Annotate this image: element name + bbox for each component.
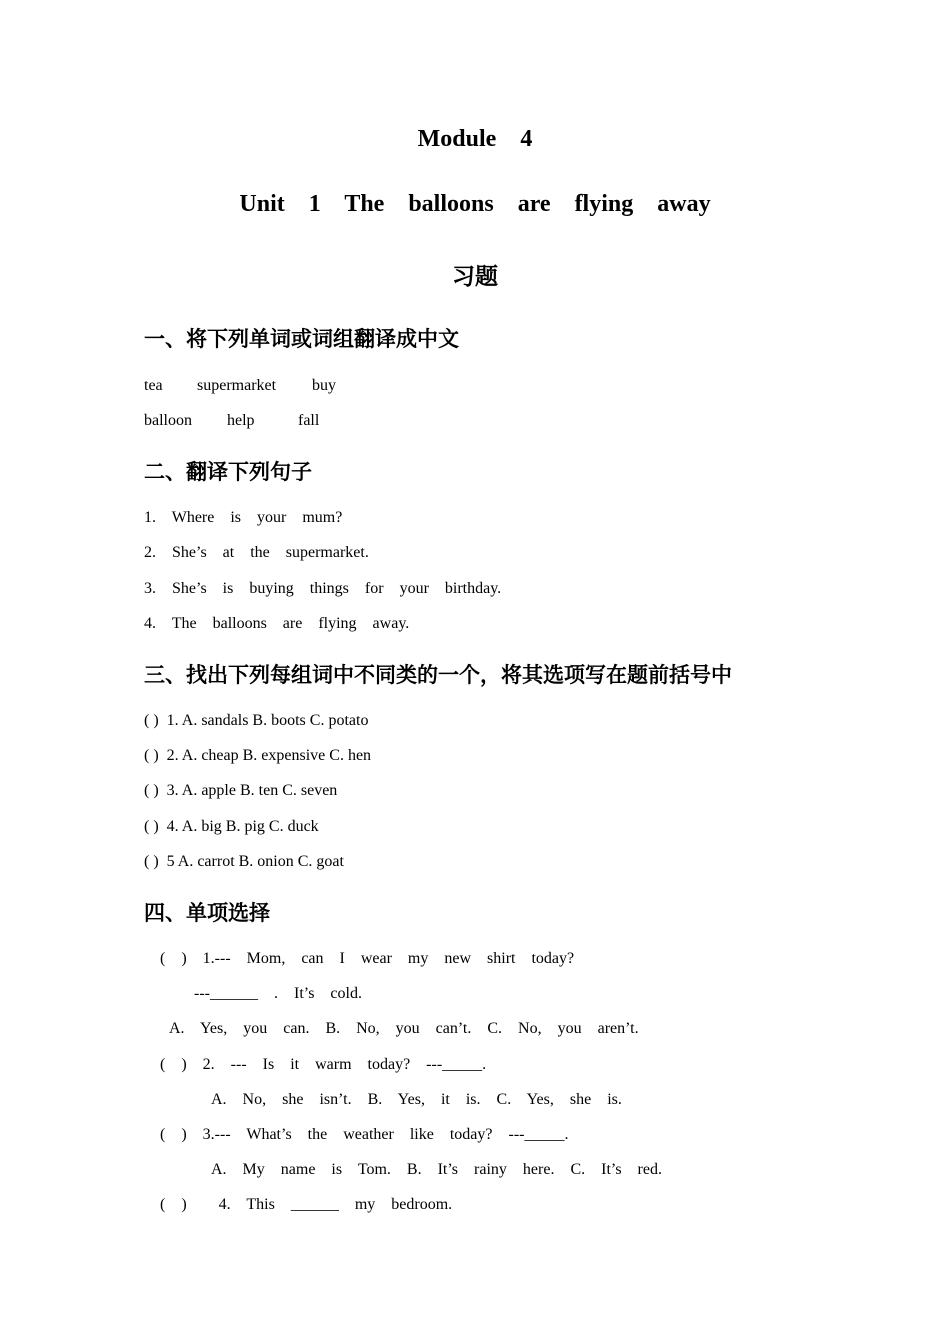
choice-q2: ( ) 2. --- Is it warm today? ---_____. [160,1056,487,1073]
choice-q2-options: A. No, she isn’t. B. Yes, it is. C. Yes, she is. [211,1091,622,1108]
word-help: help [227,412,255,429]
section4-heading: 四、单项选择 [144,901,270,925]
odd-one-out-2: ( ) 2. A. cheap B. expensive C. hen [144,747,372,764]
choice-q3: ( ) 3.--- What’s the weather like today? ---_____. [160,1126,569,1143]
choice-q4: ( ) 4. This ______ my bedroom. [160,1196,453,1213]
sentence-4: 4. The balloons are flying away. [144,615,410,632]
unit-title: Unit 1 The balloons are flying away [239,191,711,217]
sentence-1: 1. Where is your mum? [144,509,343,526]
word-balloon: balloon [144,412,192,429]
module-title: Module 4 [417,126,533,152]
choice-q1-answer-line: ---______ . It’s cold. [194,985,362,1002]
sentence-3: 3. She’s is buying things for your birthday. [144,580,502,597]
section1-heading: 一、将下列单词或词组翻译成中文 [144,327,459,351]
choice-q1-options: A. Yes, you can. B. No, you can’t. C. No, you aren’t. [169,1020,639,1037]
word-fall: fall [298,412,320,429]
choice-q3-options: A. My name is Tom. B. It’s rainy here. C. It’s red. [211,1161,662,1178]
odd-one-out-5: ( ) 5 A. carrot B. onion C. goat [144,853,344,870]
word-supermarket: supermarket [197,377,277,394]
odd-one-out-4: ( ) 4. A. big B. pig C. duck [144,818,319,835]
word-tea: tea [144,377,163,394]
sentence-2: 2. She’s at the supermarket. [144,544,369,561]
word-buy: buy [312,377,336,394]
odd-one-out-1: ( ) 1. A. sandals B. boots C. potato [144,712,369,729]
section2-heading: 二、翻译下列句子 [144,460,312,484]
exercise-title: 习题 [452,264,498,290]
choice-q1: ( ) 1.--- Mom, can I wear my new shirt today? [160,950,575,967]
section3-heading: 三、找出下列每组词中不同类的一个，将其选项写在题前括号中 [144,663,732,687]
odd-one-out-3: ( ) 3. A. apple B. ten C. seven [144,782,338,799]
